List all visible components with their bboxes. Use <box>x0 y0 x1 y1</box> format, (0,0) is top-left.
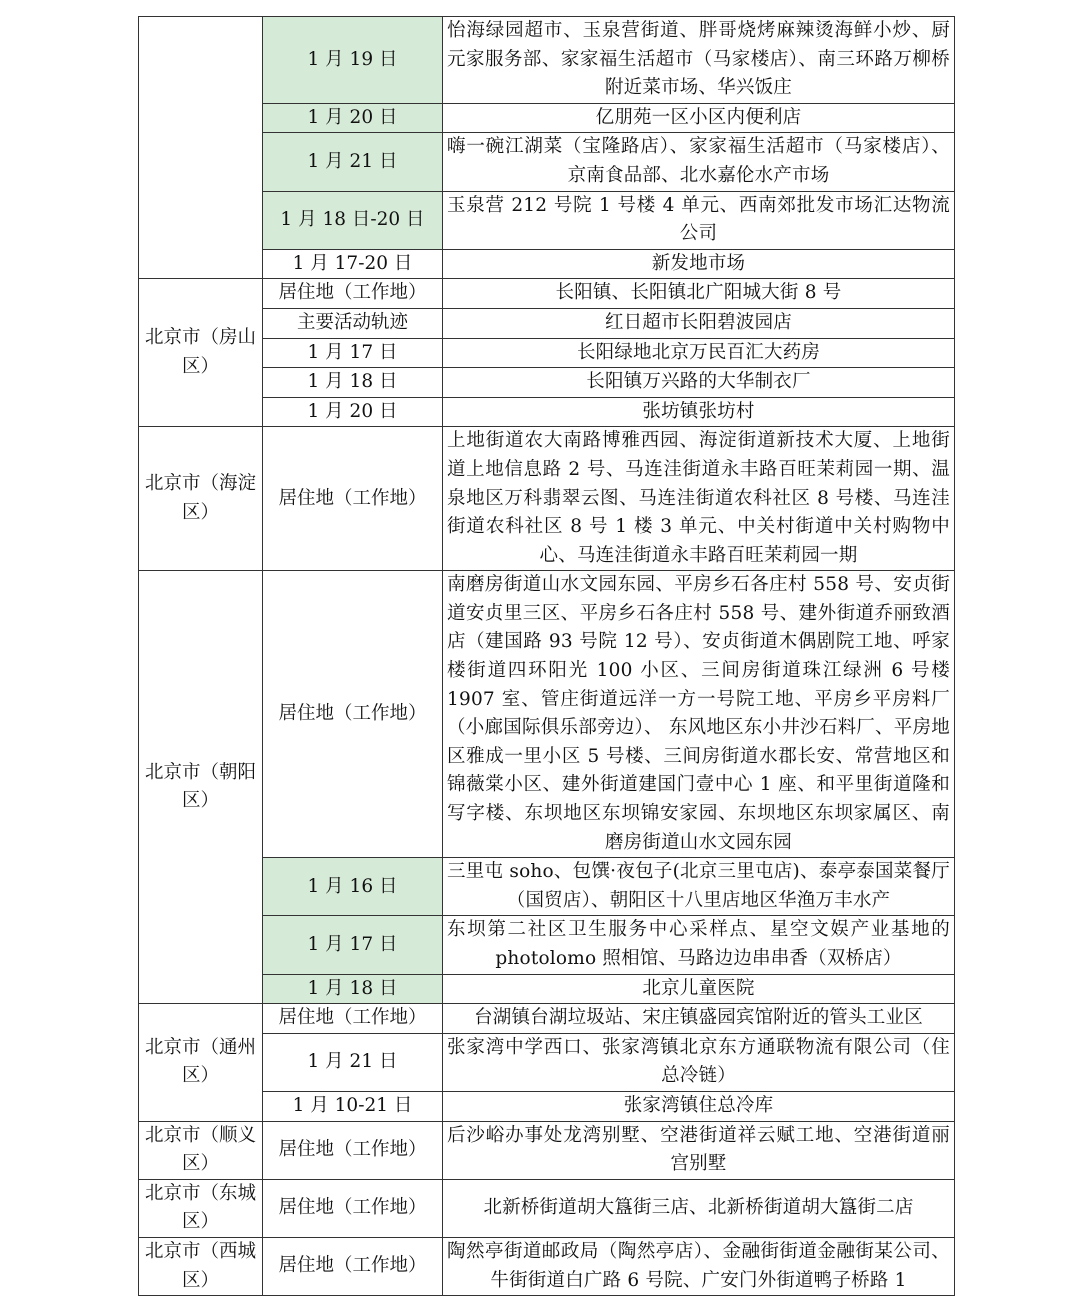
place-cell: 张坊镇张坊村 <box>443 397 955 427</box>
region-cell-haidian: 北京市（海淀区） <box>139 427 263 571</box>
region-cell-chaoyang: 北京市（朝阳区） <box>139 571 263 1004</box>
table-row <box>139 17 955 104</box>
place-cell: 玉泉营 212 号院 1 号楼 4 单元、西南郊批发市场汇达物流公司 <box>443 191 955 249</box>
trajectory-table <box>138 16 955 1296</box>
place-cell: 陶然亭街道邮政局（陶然亭店）、金融街街道金融街某公司、牛街街道白广路 6 号院、广安门外街道鸭子桥路 1 <box>443 1237 955 1295</box>
place-cell: 后沙峪办事处龙湾别墅、空港街道祥云赋工地、空港街道丽宫别墅 <box>443 1121 955 1179</box>
place-cell: 嗨一碗江湖菜（宝隆路店）、家家福生活超市（马家楼店）、京南食品部、北水嘉伦水产市场 <box>443 133 955 191</box>
place-cell: 东坝第二社区卫生服务中心采样点、星空文娱产业基地的 photolomo 照相馆、马路边边串串香（双桥店） <box>443 916 955 974</box>
table-row <box>139 1237 955 1295</box>
place-cell: 张家湾中学西口、张家湾镇北京东方通联物流有限公司（住总冷链） <box>443 1033 955 1091</box>
date-cell: 1 月 18 日 <box>263 368 443 398</box>
date-cell: 1 月 17 日 <box>263 338 443 368</box>
place-cell: 北京儿童医院 <box>443 974 955 1004</box>
date-cell: 居住地（工作地） <box>263 571 443 858</box>
table-row <box>139 1004 955 1034</box>
date-cell: 1 月 21 日 <box>263 133 443 191</box>
region-cell-tongzhou: 北京市（通州区） <box>139 1004 263 1121</box>
date-cell: 居住地（工作地） <box>263 1237 443 1295</box>
date-cell: 1 月 20 日 <box>263 397 443 427</box>
date-cell: 1 月 17-20 日 <box>263 249 443 279</box>
date-cell: 1 月 21 日 <box>263 1033 443 1091</box>
place-cell: 张家湾镇住总冷库 <box>443 1091 955 1121</box>
region-cell-fangshan: 北京市（房山区） <box>139 279 263 427</box>
region-cell-continued <box>139 17 263 279</box>
date-cell: 居住地（工作地） <box>263 1121 443 1179</box>
date-cell: 1 月 18 日 <box>263 974 443 1004</box>
date-cell: 1 月 20 日 <box>263 103 443 133</box>
table-row <box>139 279 955 309</box>
date-cell: 居住地（工作地） <box>263 1179 443 1237</box>
table-row <box>139 1179 955 1237</box>
date-cell: 1 月 10-21 日 <box>263 1091 443 1121</box>
place-cell: 长阳镇万兴路的大华制衣厂 <box>443 368 955 398</box>
date-cell: 主要活动轨迹 <box>263 308 443 338</box>
place-cell: 三里屯 soho、包馔·夜包子(北京三里屯店)、泰亭泰国菜餐厅（国贸店）、朝阳区十八里店地区华渔万丰水产 <box>443 858 955 916</box>
place-cell: 南磨房街道山水文园东园、平房乡石各庄村 558 号、安贞街道安贞里三区、平房乡石各庄村 558 号、建外街道乔丽致酒店（建国路 93 号院 12 号）、安贞街道木偶剧院工地、呼家楼街道四环阳光 100 小区、三间房街道珠江绿洲 6 号楼 1907 室、管庄街道远洋一方一号院工地、平房乡平房料厂（小廊国际俱乐部旁边）、 东风地区东小井沙石料厂、平房地区雅成一里小区 5 号楼、三间房街道水郡长安、常营地区和锦薇棠小区、建外街道建国门壹中心 1 座、和平里街道隆和写字楼、东坝地区东坝锦安家园、东坝地区东坝家属区、南磨房街道山水文园东园 <box>443 571 955 858</box>
date-cell: 1 月 16 日 <box>263 858 443 916</box>
date-cell: 1 月 18 日-20 日 <box>263 191 443 249</box>
place-cell: 北新桥街道胡大簋街三店、北新桥街道胡大簋街二店 <box>443 1179 955 1237</box>
date-cell: 居住地（工作地） <box>263 427 443 571</box>
date-cell: 居住地（工作地） <box>263 279 443 309</box>
place-cell: 新发地市场 <box>443 249 955 279</box>
date-cell: 居住地（工作地） <box>263 1004 443 1034</box>
place-cell: 怡海绿园超市、玉泉营街道、胖哥烧烤麻辣烫海鲜小炒、厨元家服务部、家家福生活超市（马家楼店）、南三环路万柳桥附近菜市场、华兴饭庄 <box>443 17 955 104</box>
place-cell: 亿朋苑一区小区内便利店 <box>443 103 955 133</box>
date-cell: 1 月 19 日 <box>263 17 443 104</box>
place-cell: 红日超市长阳碧波园店 <box>443 308 955 338</box>
region-cell-shunyi: 北京市（顺义区） <box>139 1121 263 1179</box>
place-cell: 台湖镇台湖垃圾站、宋庄镇盛园宾馆附近的管头工业区 <box>443 1004 955 1034</box>
region-cell-xicheng: 北京市（西城区） <box>139 1237 263 1295</box>
region-cell-dongcheng: 北京市（东城区） <box>139 1179 263 1237</box>
table-row <box>139 1121 955 1179</box>
place-cell: 长阳绿地北京万民百汇大药房 <box>443 338 955 368</box>
place-cell: 上地街道农大南路博雅西园、海淀街道新技术大厦、上地街道上地信息路 2 号、马连洼街道永丰路百旺茉莉园一期、温泉地区万科翡翠云图、马连洼街道农科社区 8 号楼、马连洼街道农科社区 8 号 1 楼 3 单元、中关村街道中关村购物中心、马连洼街道永丰路百旺茉莉园一期 <box>443 427 955 571</box>
table-row <box>139 571 955 858</box>
place-cell: 长阳镇、长阳镇北广阳城大街 8 号 <box>443 279 955 309</box>
date-cell: 1 月 17 日 <box>263 916 443 974</box>
table-row <box>139 427 955 571</box>
